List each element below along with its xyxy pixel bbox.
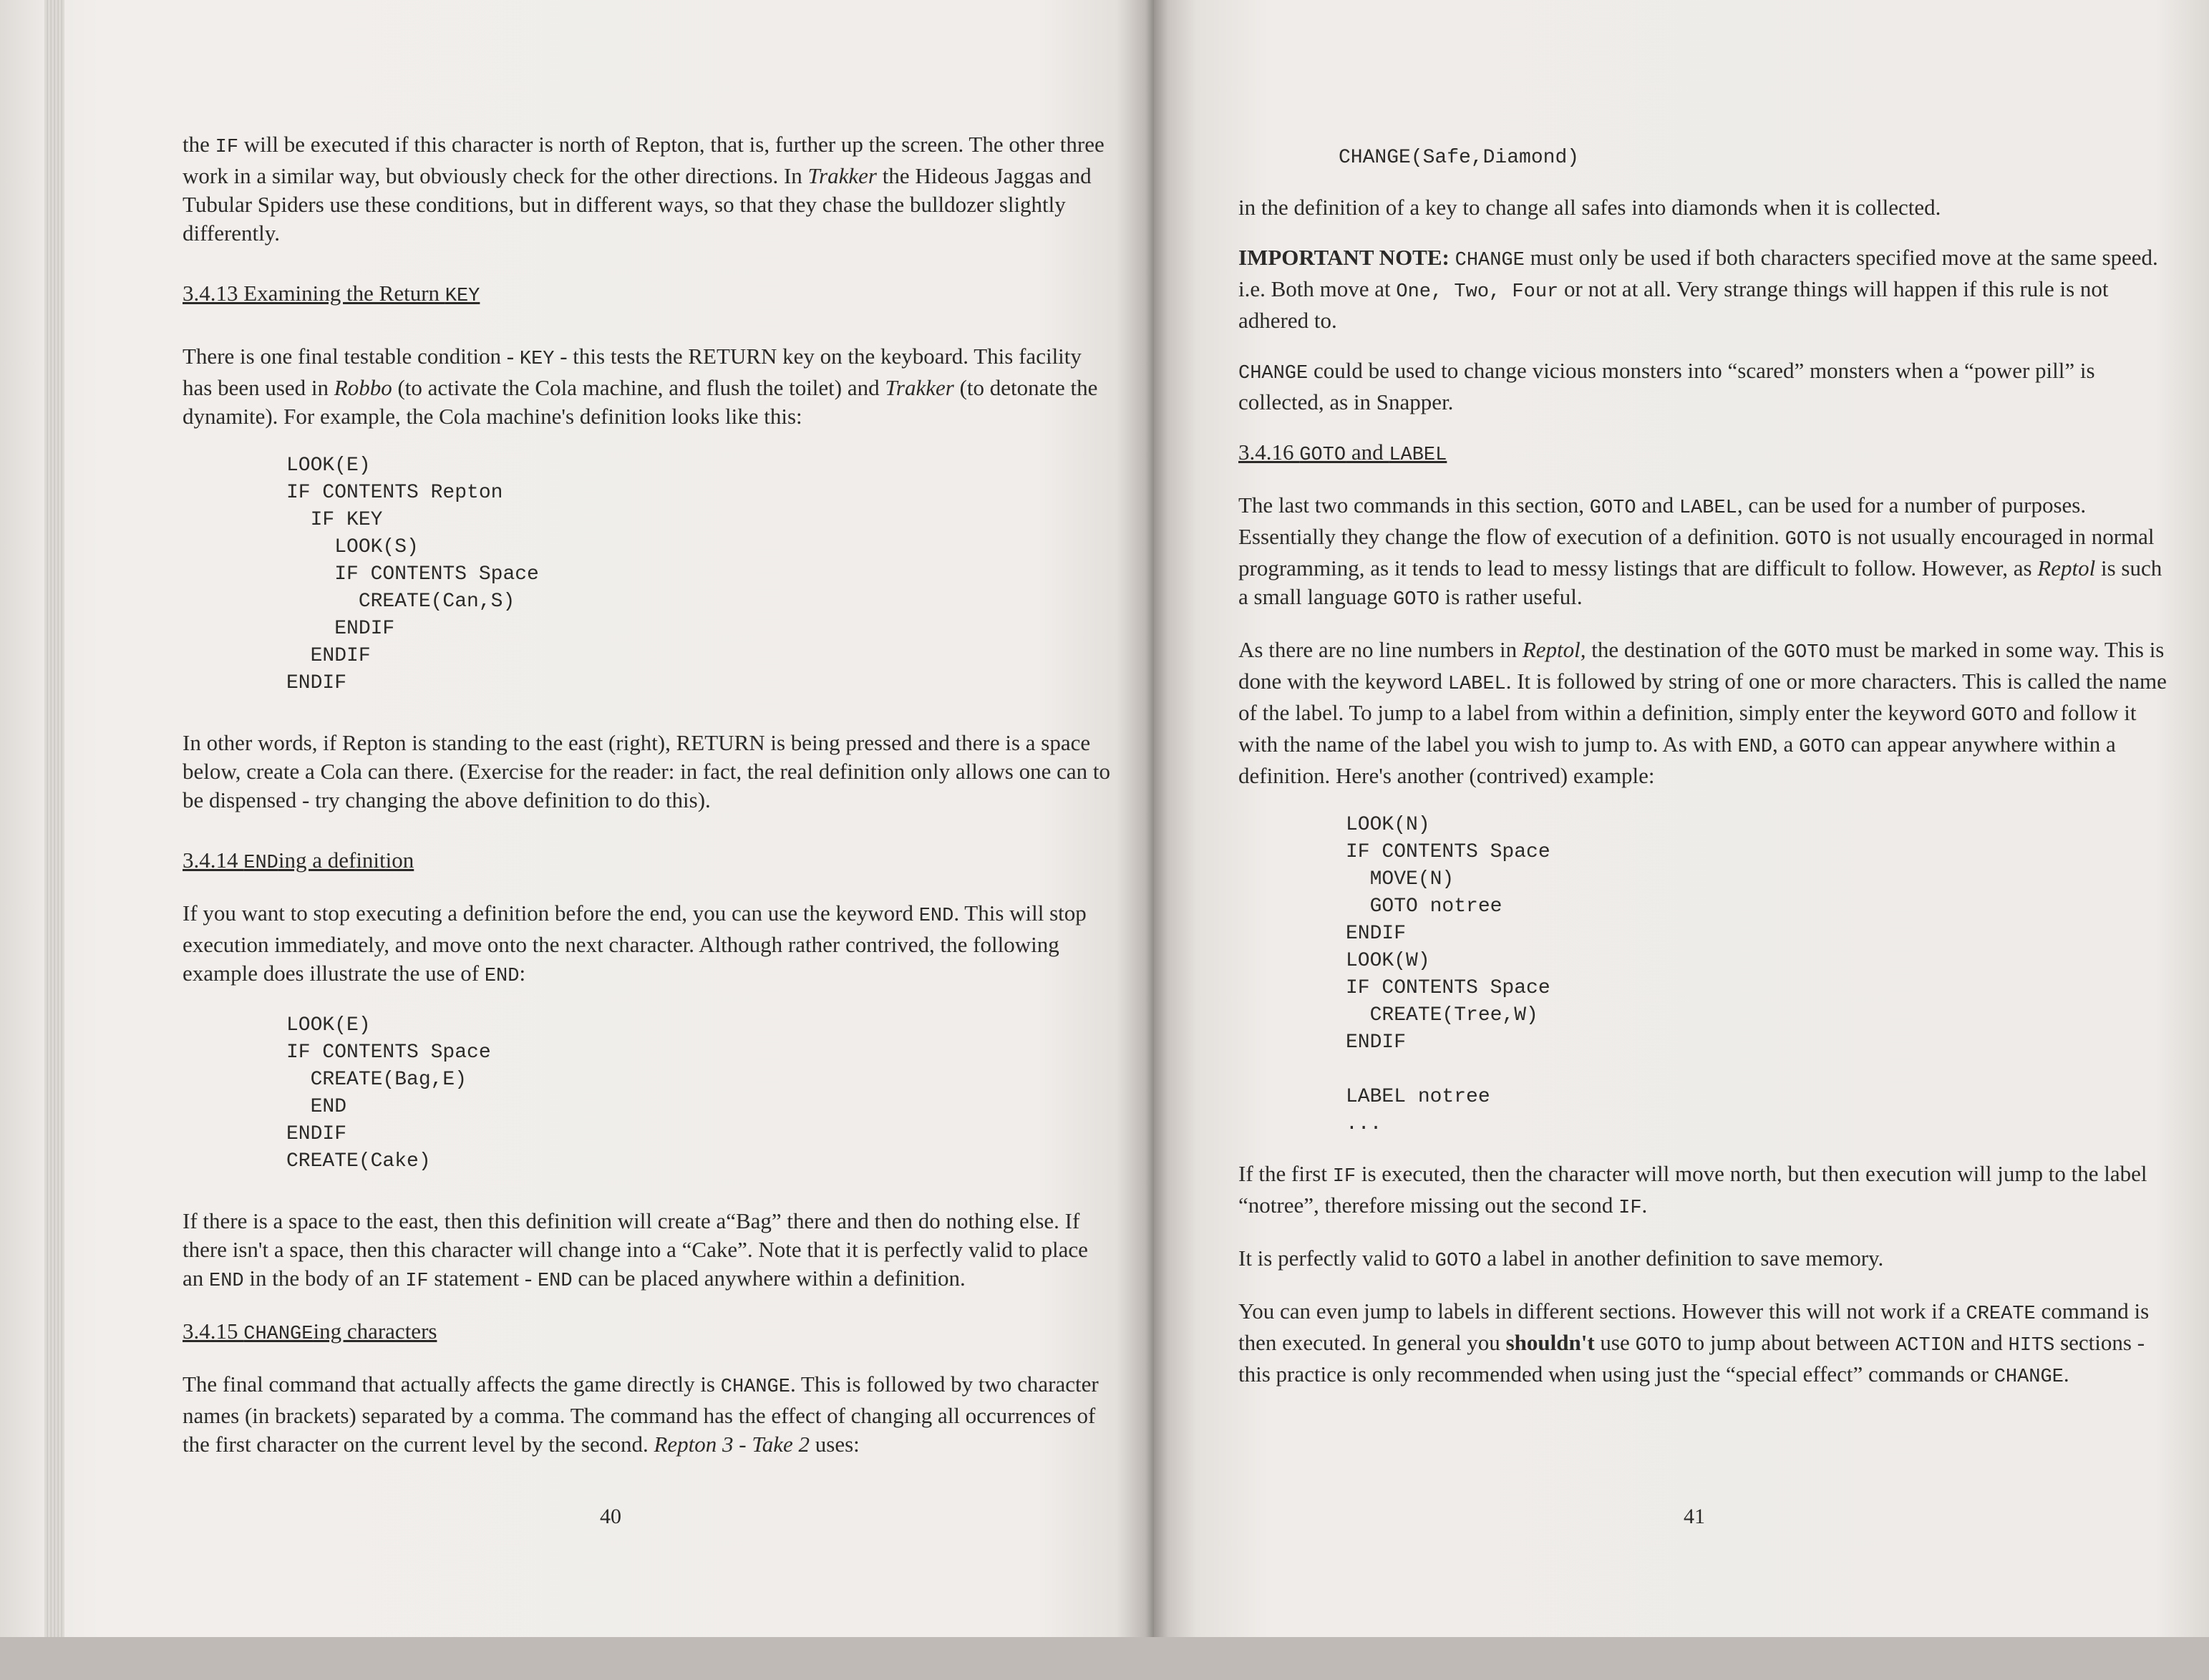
section-heading-3-4-16: 3.4.16 GOTO and LABEL bbox=[1238, 440, 1447, 466]
change-command-paragraph: The final command that actually affects the game directly is CHANGE. This is followed by two character names (in brackets) separated by a comma. The command has the effect of changing all occurrences of the first character on the current level by the second. Repton 3 - Take 2 uses: bbox=[183, 1371, 1099, 1457]
goto-memory-paragraph: It is perfectly valid to GOTO a label in another definition to save memory. bbox=[1238, 1246, 1884, 1272]
goto-label-paragraph: The last two commands in this section, GOTO and LABEL, can be used for a number of purposes. Essentially they change the flow of execution of a definition. GOTO is not usually encouraged in normal programming, as it tends to lead to messy listings that are difficult to follow. However, as Reptol is such a small language GOTO is rather useful. bbox=[1238, 492, 2162, 611]
key-condition-paragraph: There is one final testable condition - KEY - this tests the RETURN key on the keyboard. This facility has been used in Robbo (to activate the Cola machine, and flush the toilet) and Trakker (to detonate the dynamite). For example, the Cola machine's definition looks like this: bbox=[183, 344, 1098, 429]
important-note-paragraph: IMPORTANT NOTE: CHANGE must only be used if both characters specified move at the same speed. i.e. Both move at One, Two, Four or not at all. Very strange things will happen if this rule is not adhered to. bbox=[1238, 245, 2158, 333]
change-key-paragraph: in the definition of a key to change all safes into diamonds when it is collected. bbox=[1238, 195, 1941, 220]
different-sections-paragraph: You can even jump to labels in different sections. However this will not work if a CREATE command is then executed. In general you shouldn't use GOTO to jump about between ACTION and HITS sections - this practice is only recommended when using just the “special effect” commands or CHANGE. bbox=[1238, 1298, 2150, 1388]
cola-explanation-paragraph: In other words, if Repton is standing to the east (right), RETURN is being pressed and there is a space below, create a Cola can there. (Exercise for the reader: in fact, the real definition only allows one can to be dispensed - try changing the above definition to do this). bbox=[183, 730, 1110, 812]
page-edge-lines bbox=[44, 0, 64, 1639]
right-page-text bbox=[1238, 130, 2169, 1392]
page-number-right: 41 bbox=[1684, 1505, 1705, 1528]
line-numbers-paragraph: As there are no line numbers in Reptol, the destination of the GOTO must be marked in some way. This is done with the keyword LABEL. It is followed by string of one or more characters. This is called the name of the label. To jump to a label from within a definition, simply enter the keyword GOTO and follow it with the name of the label you wish to jump to. As with END, a GOTO can appear anywhere within a definition. Here's another (contrived) example: bbox=[1238, 637, 2167, 788]
end-example-code: LOOK(E) IF CONTENTS Space CREATE(Bag,E) END ENDIF CREATE(Cake) bbox=[286, 1014, 491, 1172]
first-if-paragraph: If the first IF is executed, then the character will move north, but then execution will jump to the label “notree”, therefore missing out the second IF. bbox=[1238, 1161, 2147, 1219]
change-safe-code: CHANGE(Safe,Diamond) bbox=[1339, 147, 1580, 169]
left-page-text bbox=[183, 130, 1113, 1459]
page-number-left: 40 bbox=[600, 1505, 621, 1528]
section-heading-3-4-15: 3.4.15 CHANGEing characters bbox=[183, 1319, 437, 1345]
intro-paragraph: the IF will be executed if this character is north of Repton, that is, further up the screen. The other three work in a similar way, but obviously check for the other directions. In Trakker the Hideous Jaggas and Tubular Spiders use these conditions, but in different ways, so that they chase the bulldozer slightly differently. bbox=[183, 132, 1104, 246]
cola-machine-code: LOOK(E) IF CONTENTS Repton IF KEY LOOK(S) IF CONTENTS Space CREATE(Can,S) ENDIF ENDIF ENDIF bbox=[286, 455, 539, 694]
section-heading-3-4-13: 3.4.13 Examining the Return KEY bbox=[183, 281, 480, 307]
book-bottom-edge bbox=[0, 1637, 2209, 1680]
goto-example-code: LOOK(N) IF CONTENTS Space MOVE(N) GOTO notree ENDIF LOOK(W) IF CONTENTS Space CREATE(Tree,W) ENDIF LABEL notree ... bbox=[1346, 814, 1550, 1135]
vicious-monsters-paragraph: CHANGE could be used to change vicious monsters into “scared” monsters when a “power pill” is collected, as in Snapper. bbox=[1238, 358, 2095, 414]
section-heading-3-4-14: 3.4.14 ENDing a definition bbox=[183, 848, 414, 874]
end-keyword-paragraph: If you want to stop executing a definition before the end, you can use the keyword END. This will stop execution immediately, and move onto the next character. Although rather contrived, the following example does illustrate the use of END: bbox=[183, 900, 1087, 987]
end-explanation-paragraph: If there is a space to the east, then this definition will create a“Bag” there and then do nothing else. If there isn't a space, then this character will change into a “Cake”. Note that it is perfectly valid to place an END in the body of an IF statement - END can be placed anywhere within a definition. bbox=[183, 1208, 1088, 1292]
right-page bbox=[1154, 0, 2209, 1680]
